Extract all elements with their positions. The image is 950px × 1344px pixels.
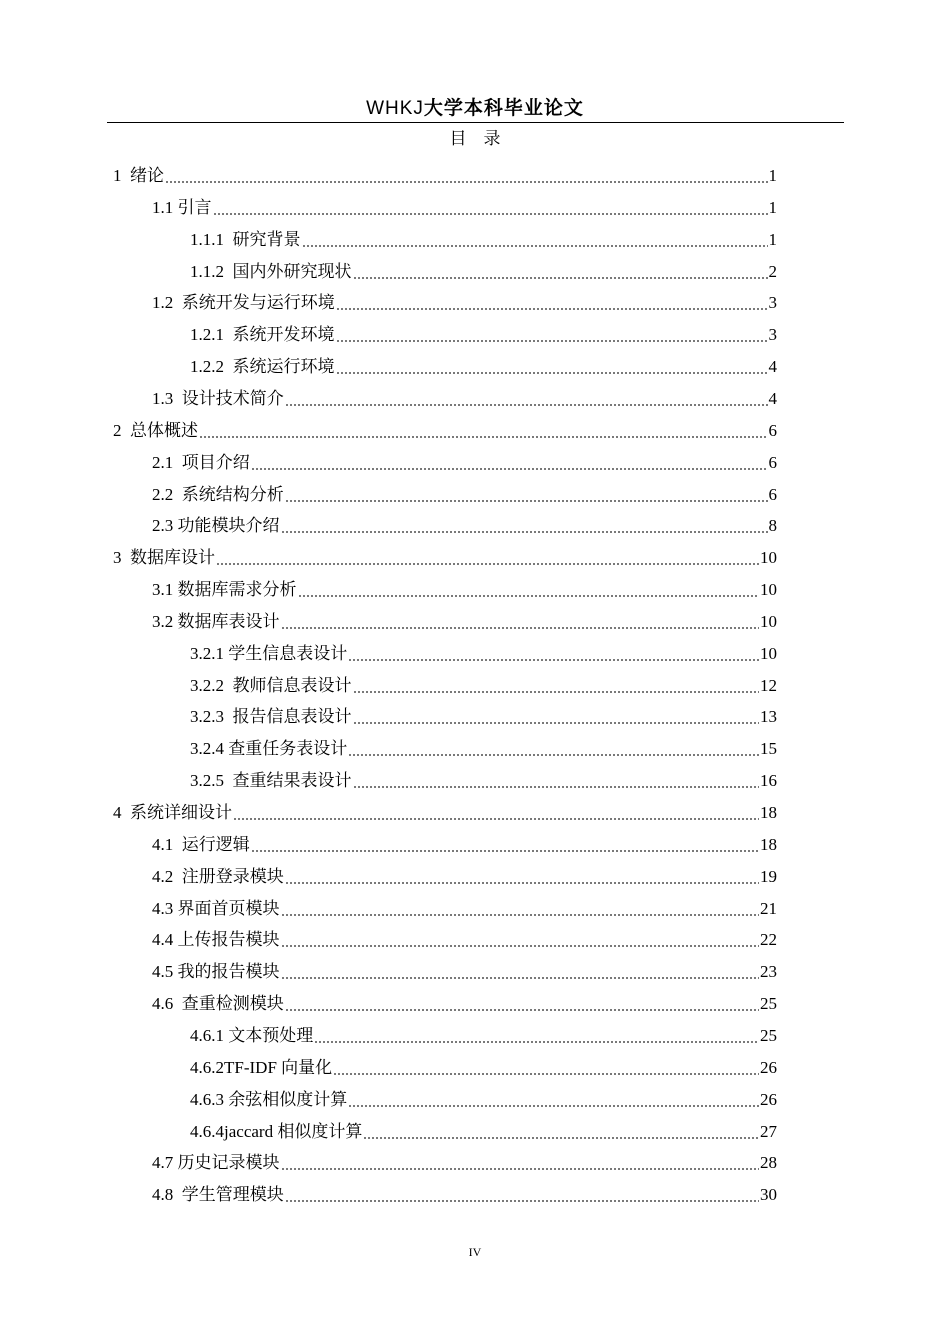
toc-entry[interactable]: [152, 1150, 777, 1174]
toc-entry-page-number: 4: [768, 388, 777, 408]
toc-dot-leader: [302, 245, 768, 247]
toc-entry-label: 3.1 数据库需求分析: [152, 580, 297, 600]
toc-entry[interactable]: [190, 1119, 777, 1143]
toc-entry[interactable]: [190, 768, 777, 792]
page-number: IV: [468, 1245, 482, 1259]
toc-dot-leader: [281, 531, 768, 533]
toc-entry-label: 3.2.4 查重任务表设计: [190, 739, 348, 759]
header-latin-text: WHKJ: [366, 98, 424, 119]
toc-entry[interactable]: [190, 322, 777, 346]
toc-entry[interactable]: [152, 195, 777, 219]
toc-entry-page-number: 22: [760, 930, 777, 950]
toc-dot-leader: [251, 850, 759, 852]
toc-dot-leader: [285, 500, 768, 502]
toc-dot-leader: [281, 945, 760, 947]
toc-entry-label: 4.6.2TF-IDF 向量化: [190, 1057, 333, 1077]
toc-entry-label: 2.1 项目介绍: [152, 452, 250, 472]
toc-entry-label: 4.8 学生管理模块: [152, 1185, 284, 1205]
toc-entry-page-number: 25: [760, 994, 777, 1014]
toc-entry-label: 4.1 运行逻辑: [152, 834, 250, 854]
toc-entry[interactable]: [152, 577, 777, 601]
toc-dot-leader: [353, 786, 760, 788]
toc-entry[interactable]: [152, 609, 777, 633]
toc-entry-page-number: 27: [760, 1121, 777, 1141]
toc-entry[interactable]: [152, 386, 777, 410]
toc-entry-page-number: 26: [760, 1057, 777, 1077]
toc-entry[interactable]: [190, 1023, 777, 1047]
toc-entry[interactable]: [152, 959, 777, 983]
toc-entry-label: 3.2.3 报告信息表设计: [190, 707, 352, 727]
toc-entry-label: 4 系统详细设计: [113, 803, 232, 822]
toc-dot-leader: [281, 914, 760, 916]
toc-entry-label: 3 数据库设计: [113, 548, 215, 568]
toc-entry-label: 3.2.2 教师信息表设计: [190, 675, 352, 695]
toc-entry-page-number: 10: [760, 611, 777, 631]
toc-dot-leader: [281, 627, 760, 629]
toc-entry-page-number: 28: [760, 1153, 777, 1173]
toc-entry-page-number: 10: [760, 580, 777, 600]
toc-entry-page-number: 16: [760, 771, 777, 791]
toc-entry-label: 4.2 注册登录模块: [152, 866, 284, 886]
toc-entry-label: 1.2.2 系统运行环境: [190, 357, 335, 377]
toc-entry-page-number: 13: [760, 707, 777, 727]
toc-entry-label: 4.6.4jaccard 相似度计算: [190, 1121, 363, 1141]
toc-dot-leader: [363, 1137, 759, 1139]
toc-entry-label: 1 绪论: [113, 166, 164, 185]
toc-dot-leader: [336, 372, 768, 374]
toc-entry-label: 3.2 数据库表设计: [152, 611, 280, 631]
toc-entry-page-number: 3: [768, 325, 777, 345]
toc-title: 目 录: [449, 129, 501, 148]
toc-entry-label: 3.2.5 查重结果表设计: [190, 771, 352, 791]
header-cjk-text: 大学本科毕业论文: [423, 98, 584, 119]
toc-entry-page-number: 6: [768, 484, 777, 504]
toc-entry-label: 4.6.1 文本预处理: [190, 1025, 314, 1045]
toc-entry-page-number: 6: [768, 452, 777, 472]
toc-entry[interactable]: [113, 545, 777, 569]
toc-entry-label: 4.7 历史记录模块: [152, 1153, 280, 1173]
toc-entry[interactable]: [190, 641, 777, 665]
toc-dot-leader: [216, 563, 759, 565]
toc-entry-page-number: 23: [760, 962, 777, 982]
toc-entry-page-number: 4: [768, 357, 777, 377]
toc-entry[interactable]: [152, 450, 777, 474]
toc-dot-leader: [251, 468, 768, 470]
toc-dot-leader: [353, 277, 768, 279]
toc-entry[interactable]: [113, 800, 777, 824]
toc-entry[interactable]: [152, 832, 777, 856]
toc-dot-leader: [353, 722, 760, 724]
toc-dot-leader: [336, 340, 768, 342]
toc-entry-label: 1.1.1 研究背景: [190, 229, 301, 249]
toc-entry-page-number: 8: [768, 516, 777, 536]
toc-entry[interactable]: [190, 736, 777, 760]
toc-dot-leader: [213, 213, 768, 215]
toc-entry-page-number: 3: [768, 293, 777, 313]
toc-entry-page-number: 30: [760, 1185, 777, 1205]
toc-entry[interactable]: [190, 227, 777, 251]
toc-entry-label: 1.1 引言: [152, 197, 212, 217]
toc-dot-leader: [165, 181, 768, 183]
header-rule: [107, 122, 844, 123]
toc-entry-label: 2.2 系统结构分析: [152, 484, 284, 504]
toc-entry-label: 2 总体概述: [113, 420, 198, 440]
toc-entry[interactable]: [152, 482, 777, 506]
toc-dot-leader: [233, 818, 759, 820]
toc-entry-page-number: 18: [760, 834, 777, 854]
toc-entry-label: 4.6 查重检测模块: [152, 994, 284, 1014]
toc-entry[interactable]: [190, 673, 777, 697]
toc-entry-page-number: 10: [760, 643, 777, 663]
toc-entry-page-number: 19: [760, 866, 777, 886]
toc-entry-page-number: 10: [760, 548, 777, 568]
toc-entry-page-number: 25: [760, 1025, 777, 1045]
toc-entry-label: 4.3 界面首页模块: [152, 898, 280, 918]
toc-entry[interactable]: [113, 418, 777, 442]
toc-dot-leader: [281, 977, 760, 979]
toc-entry[interactable]: [113, 163, 777, 187]
toc-dot-leader: [298, 595, 760, 597]
toc-dot-leader: [199, 436, 768, 438]
toc-dot-leader: [285, 404, 768, 406]
toc-entry-label: 1.1.2 国内外研究现状: [190, 261, 352, 281]
toc-dot-leader: [348, 754, 759, 756]
toc-entry[interactable]: [190, 259, 777, 283]
toc-entry-label: 4.4 上传报告模块: [152, 930, 280, 950]
toc-entry[interactable]: [152, 864, 777, 888]
toc-entry-page-number: 1: [768, 229, 777, 249]
toc-entry-label: 4.6.3 余弦相似度计算: [190, 1089, 348, 1109]
toc-dot-leader: [281, 1168, 760, 1170]
toc-entry-label: 1.2.1 系统开发环境: [190, 325, 335, 345]
toc-entry-page-number: 12: [760, 675, 777, 695]
toc-entry[interactable]: [152, 513, 777, 537]
toc-entry-page-number: 26: [760, 1089, 777, 1109]
toc-dot-leader: [336, 308, 768, 310]
running-header: [0, 96, 950, 122]
toc-entry-label: 2.3 功能模块介绍: [152, 516, 280, 536]
toc-entry-page-number: 2: [768, 261, 777, 281]
toc-entry-label: 3.2.1 学生信息表设计: [190, 643, 348, 663]
toc-dot-leader: [285, 1009, 759, 1011]
toc-dot-leader: [348, 659, 759, 661]
toc-entry-label: 1.3 设计技术简介: [152, 388, 284, 408]
toc-entry[interactable]: [152, 991, 777, 1015]
toc-entry[interactable]: [190, 704, 777, 728]
toc-entry-page-number: 6: [768, 420, 777, 440]
toc-entry-page-number: 1: [768, 166, 777, 185]
toc-entry[interactable]: [152, 290, 777, 314]
toc-dot-leader: [285, 1200, 759, 1202]
toc-dot-leader: [353, 691, 760, 693]
toc-dot-leader: [333, 1073, 759, 1075]
toc-entry[interactable]: [190, 1087, 777, 1111]
toc-entry[interactable]: [152, 927, 777, 951]
toc-entry[interactable]: [190, 354, 777, 378]
toc-entry-page-number: 21: [760, 898, 777, 918]
toc-entry[interactable]: [152, 896, 777, 920]
toc-entry[interactable]: [190, 1055, 777, 1079]
toc-dot-leader: [314, 1041, 759, 1043]
toc-entry-label: 4.5 我的报告模块: [152, 962, 280, 982]
toc-entry-label: 1.2 系统开发与运行环境: [152, 293, 335, 313]
toc-entry[interactable]: [152, 1182, 777, 1206]
toc-entry-page-number: 1: [768, 197, 777, 217]
toc-dot-leader: [348, 1105, 759, 1107]
toc-entry-page-number: 15: [760, 739, 777, 759]
toc-dot-leader: [285, 882, 759, 884]
toc-entry-page-number: 18: [760, 803, 777, 822]
